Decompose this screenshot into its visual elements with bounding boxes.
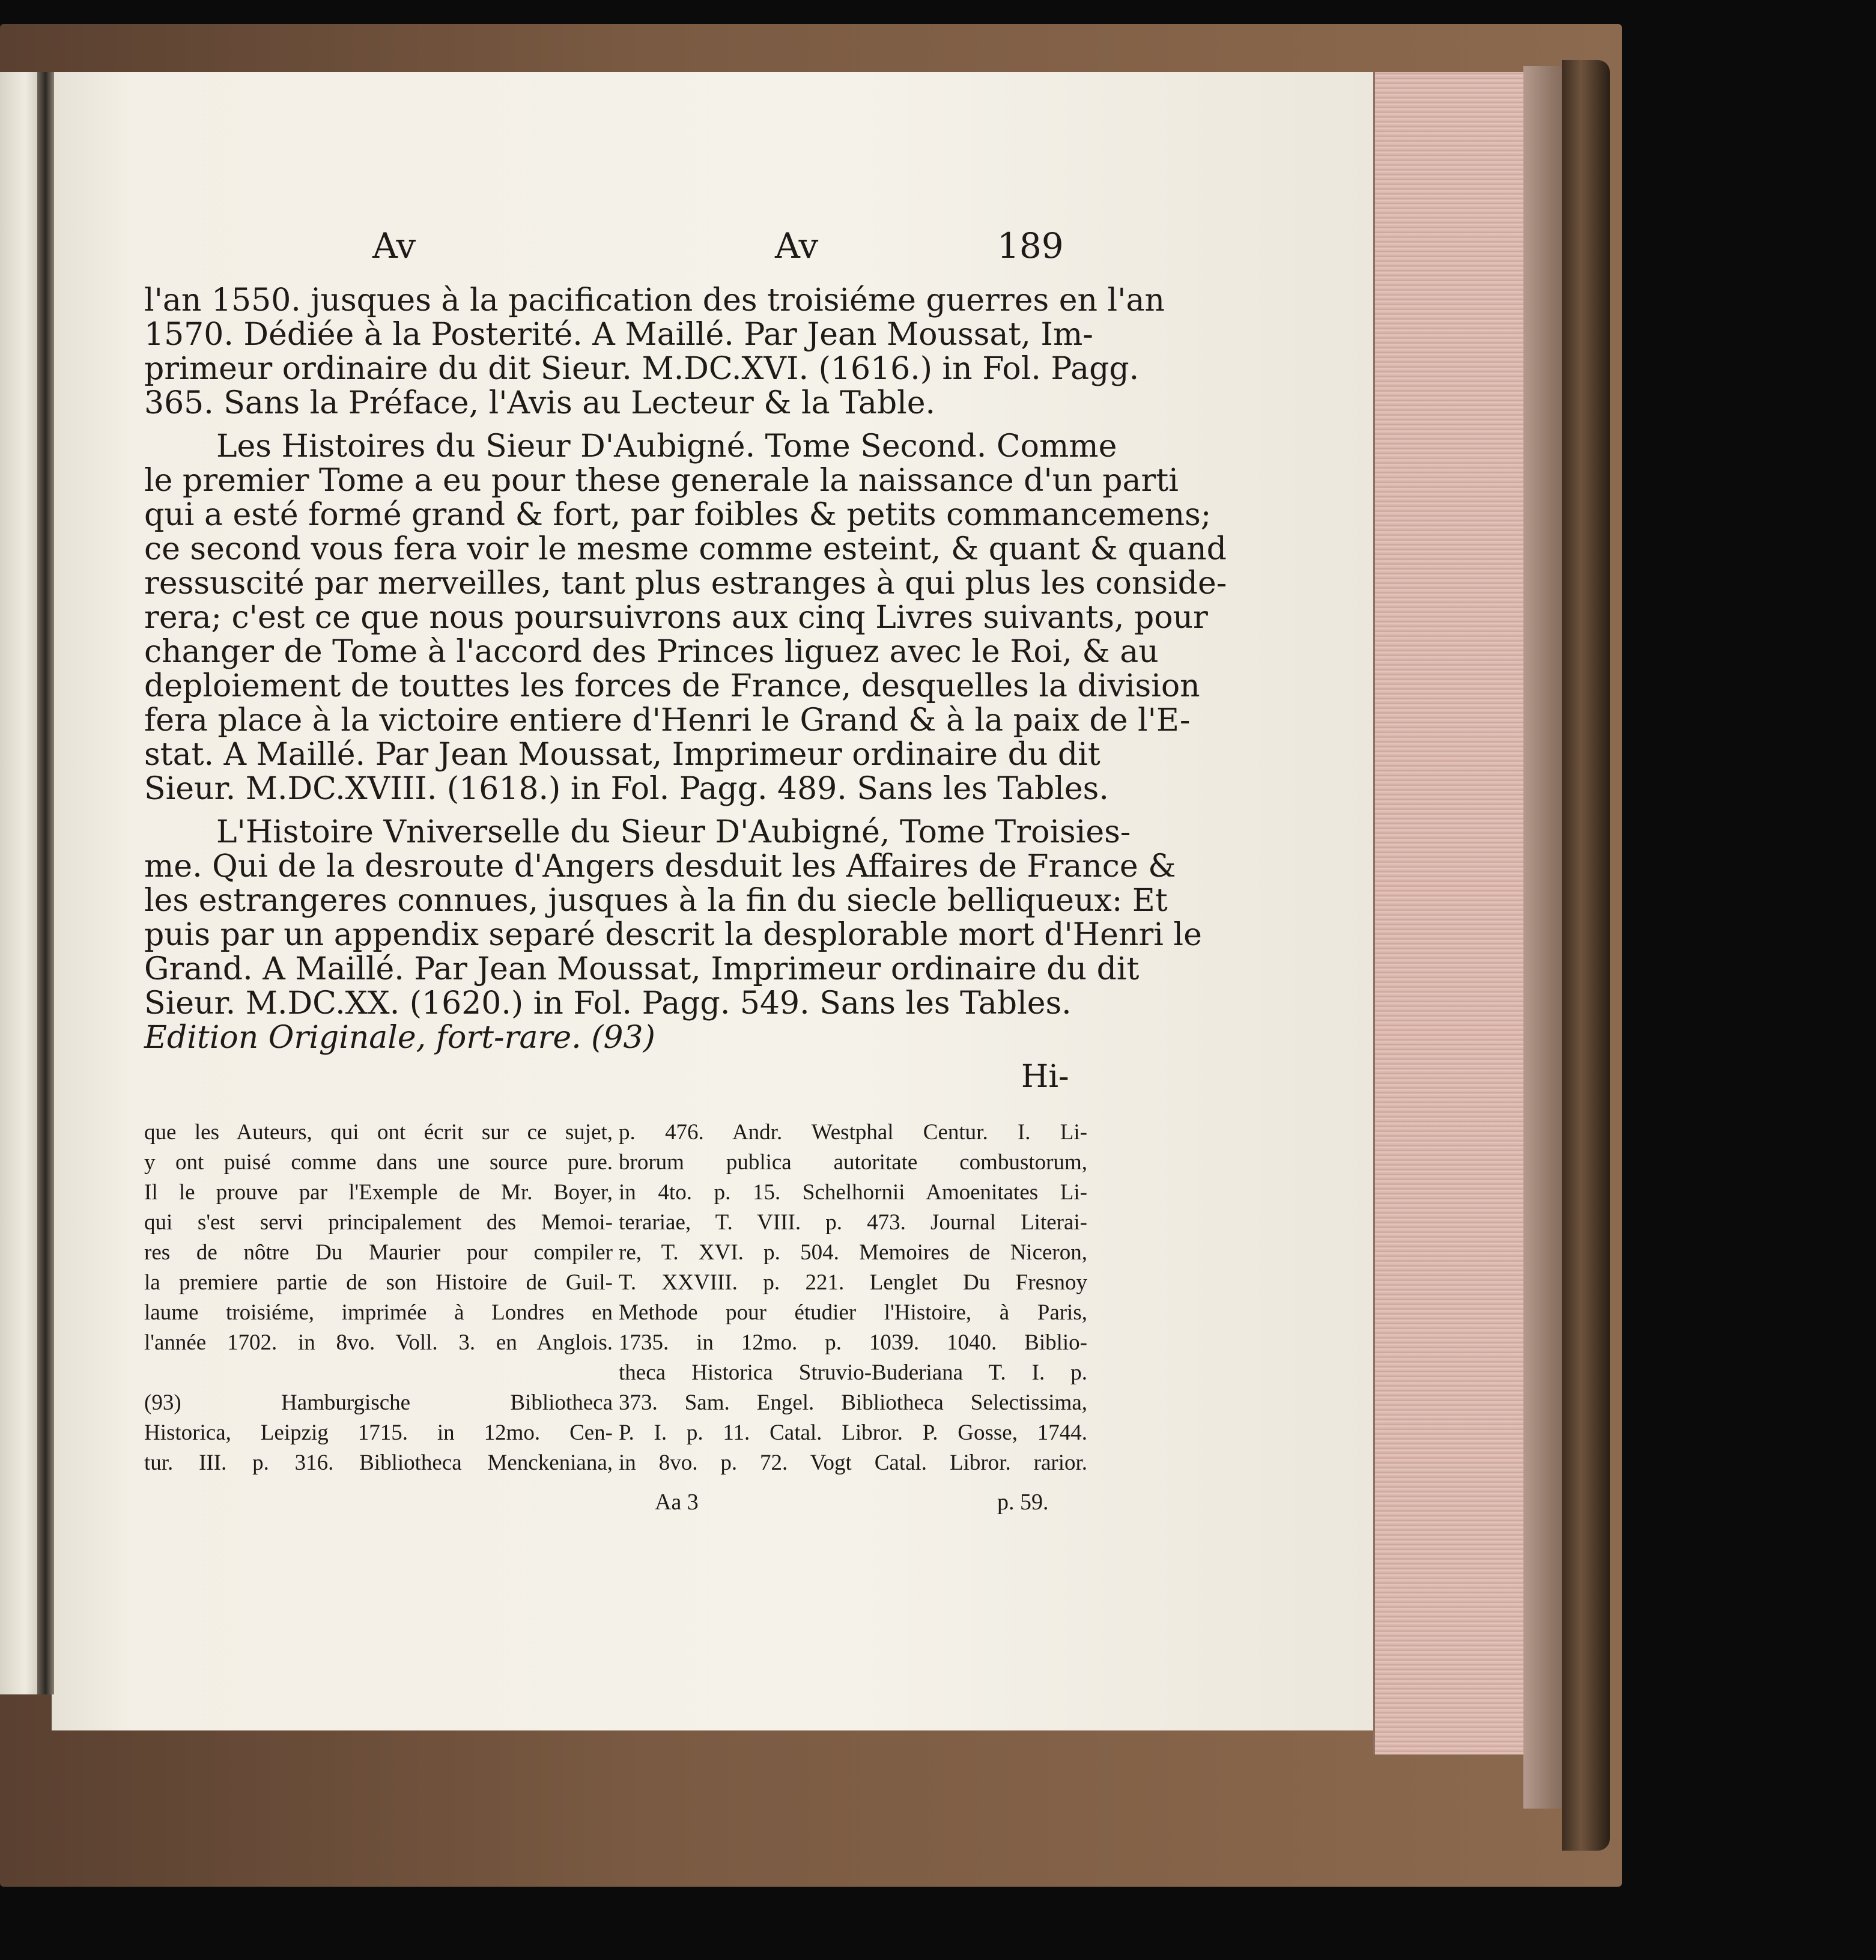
text-line: L'Histoire Vniverselle du Sieur D'Aubigné, Tome Troisies- — [216, 814, 1131, 850]
footnote-line: tur. III. p. 316. Bibliotheca Menckeniana, — [144, 1450, 613, 1475]
text-line: 365. Sans la Préface, l'Avis au Lecteur & la Table. — [144, 385, 936, 421]
footnote-line: qui s'est servi principalement des Memoi- — [144, 1210, 613, 1235]
footnote-line: T. XXVIII. p. 221. Lenglet Du Fresnoy — [619, 1270, 1087, 1295]
running-head-left: Av — [372, 225, 416, 266]
page-block-edge — [1373, 72, 1525, 1755]
footnote-line: l'année 1702. in 8vo. Voll. 3. en Anglois. — [144, 1330, 613, 1355]
text-line: Edition Originale, fort-rare. (93) — [144, 1020, 655, 1056]
footnote-line: in 4to. p. 15. Schelhornii Amoenitates Li- — [619, 1180, 1087, 1205]
page-number: 189 — [997, 225, 1064, 266]
footnote-line: p. 476. Andr. Westphal Centur. I. Li- — [619, 1120, 1087, 1145]
footnote-line: terariae, T. VIII. p. 473. Journal Literai- — [619, 1210, 1087, 1235]
text-line: fera place à la victoire entiere d'Henri le Grand & à la paix de l'E- — [144, 702, 1191, 738]
text-line: l'an 1550. jusques à la pacification des troisiéme guerres en l'an — [144, 282, 1165, 318]
footnote-line: P. I. p. 11. Catal. Libror. P. Gosse, 1744. — [619, 1420, 1087, 1445]
text-line: ce second vous fera voir le mesme comme esteint, & quant & quand — [144, 531, 1227, 567]
text-line: deploiement de touttes les forces de France, desquelles la division — [144, 668, 1200, 704]
footnote-spacer — [144, 1358, 613, 1388]
footnotes-left-column — [144, 1118, 613, 1478]
text-line: ressuscité par merveilles, tant plus estranges à qui plus les conside- — [144, 565, 1227, 601]
footnote-line: laume troisiéme, imprimée à Londres en — [144, 1300, 613, 1325]
footnote-line: res de nôtre Du Maurier pour compiler — [144, 1240, 613, 1265]
text-line: me. Qui de la desroute d'Angers desduit les Affaires de France & — [144, 848, 1176, 884]
running-head-center: Av — [775, 225, 819, 266]
text-line: changer de Tome à l'accord des Princes liguez avec le Roi, & au — [144, 634, 1159, 670]
text-line: Grand. A Maillé. Par Jean Moussat, Imprimeur ordinaire du dit — [144, 951, 1140, 987]
footnote-line: theca Historica Struvio-Buderiana T. I. p. — [619, 1360, 1087, 1385]
footnote-line: que les Auteurs, qui ont écrit sur ce sujet, — [144, 1120, 613, 1145]
text-line: qui a esté formé grand & fort, par foibles & petits commancemens; — [144, 497, 1212, 533]
text-line: Sieur. M.DC.XX. (1620.) in Fol. Pagg. 549. Sans les Tables. — [144, 985, 1072, 1021]
footnote-line: (93) Hamburgische Bibliotheca — [144, 1390, 613, 1415]
signature-mark: Aa 3 — [655, 1490, 699, 1515]
footnote-line: Il le prouve par l'Exemple de Mr. Boyer, — [144, 1180, 613, 1205]
footnote-line: 1735. in 12mo. p. 1039. 1040. Biblio- — [619, 1330, 1087, 1355]
footnote-line: 373. Sam. Engel. Bibliotheca Selectissima, — [619, 1390, 1087, 1415]
facing-page-edge — [0, 72, 42, 1694]
footnote-line: la premiere partie de son Histoire de Guil- — [144, 1270, 613, 1295]
text-line: Sieur. M.DC.XVIII. (1618.) in Fol. Pagg. 489. Sans les Tables. — [144, 771, 1109, 807]
footnote-line: re, T. XVI. p. 504. Memoires de Niceron, — [619, 1240, 1087, 1265]
book-gutter — [37, 72, 54, 1694]
footnote-line: y ont puisé comme dans une source pure. — [144, 1150, 613, 1175]
text-line: 1570. Dédiée à la Posterité. A Maillé. Par Jean Moussat, Im- — [144, 317, 1093, 353]
text-line: le premier Tome a eu pour these generale la naissance d'un parti — [144, 463, 1179, 499]
text-line: puis par un appendix separé descrit la desplorable mort d'Henri le — [144, 917, 1202, 953]
catchword: Hi- — [1021, 1059, 1069, 1095]
footnote-line: in 8vo. p. 72. Vogt Catal. Libror. rarior. — [619, 1450, 1087, 1475]
text-line: stat. A Maillé. Par Jean Moussat, Imprimeur ordinaire du dit — [144, 737, 1100, 773]
text-line: primeur ordinaire du dit Sieur. M.DC.XVI. (1616.) in Fol. Pagg. — [144, 351, 1140, 387]
footnote-line: brorum publica autoritate combustorum, — [619, 1150, 1087, 1175]
text-line: les estrangeres connues, jusques à la fin du siecle belliqueux: Et — [144, 883, 1168, 919]
footnote-line: Methode pour étudier l'Histoire, à Paris, — [619, 1300, 1087, 1325]
footnote-line: Historica, Leipzig 1715. in 12mo. Cen- — [144, 1420, 613, 1445]
footnotes-right-column — [619, 1118, 1087, 1478]
book-board-edge — [1562, 60, 1610, 1851]
footer-catchword: p. 59. — [997, 1490, 1049, 1515]
text-line: Les Histoires du Sieur D'Aubigné. Tome Second. Comme — [216, 428, 1117, 464]
text-line: rera; c'est ce que nous poursuivrons aux cinq Livres suivants, pour — [144, 600, 1208, 636]
